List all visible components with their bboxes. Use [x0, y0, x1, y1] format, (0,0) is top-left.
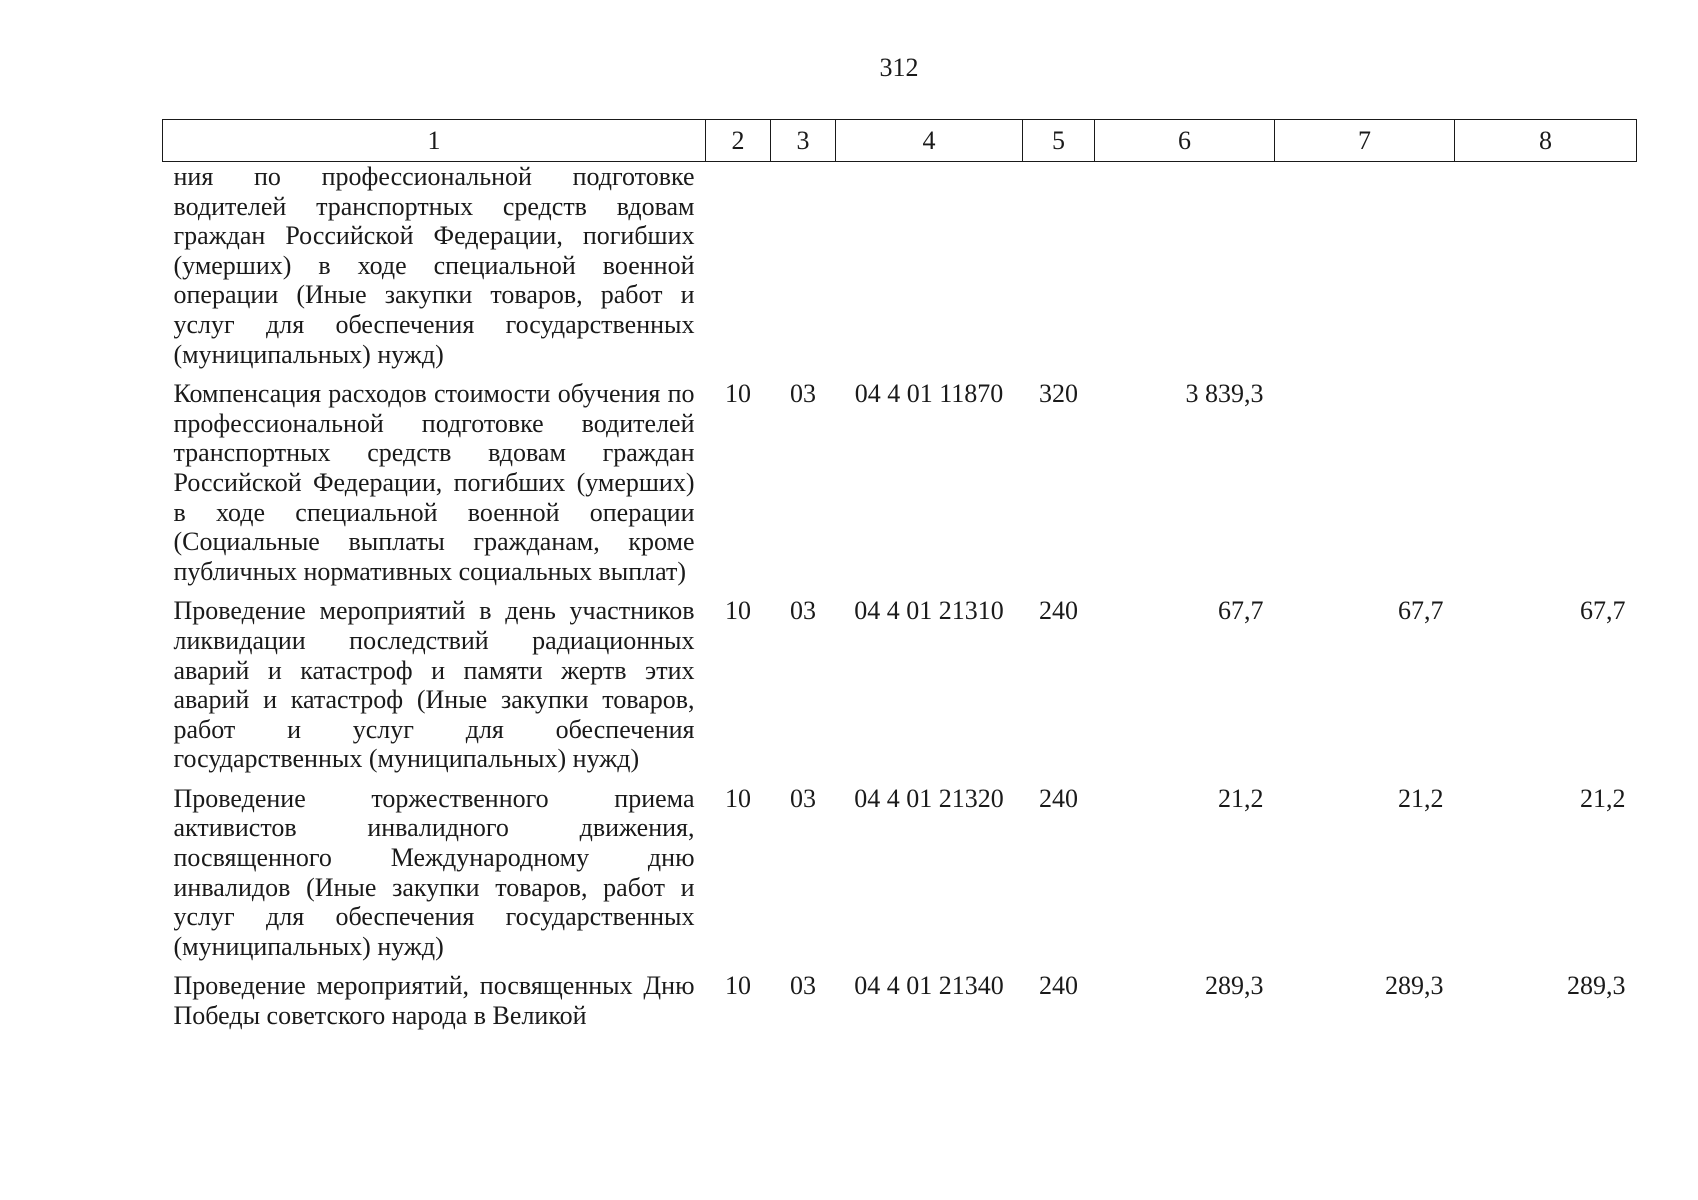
table-row [163, 961, 1637, 1030]
header-col-6: 6 [1095, 120, 1275, 162]
row-description: Проведение мероприятий, посвященных Дню Победы советского народа в Великой [173, 971, 695, 1031]
row-amount-1: 21,2 [1218, 783, 1264, 813]
row-amount-1: 3 839,3 [1185, 379, 1264, 409]
row-amount-3: 21,2 [1580, 783, 1626, 813]
row-section [706, 162, 771, 370]
header-col-2: 2 [706, 120, 771, 162]
row-expense-type: 240 [1039, 971, 1078, 1001]
row-amount-2 [1275, 162, 1455, 370]
table-header-row [163, 120, 1637, 162]
row-section: 10 [725, 971, 751, 1001]
row-description: ния по профессиональной подготовке водителей транспортных средств вдовам граждан Российской Федерации, погибших (умерших) в ходе специальной военной операции (Иные закупки товаров, работ и услуг для обеспечения государственных (муниципальных) нужд) [173, 162, 695, 369]
table-row [163, 162, 1637, 370]
row-description: Компенсация расходов стоимости обучения по профессиональной подготовке водителей транспортных средств вдовам граждан Российской Федерации, погибших (умерших) в ходе специальной военной операции (Социальные выплаты гражданам, кроме публичных нормативных социальных выплат) [173, 379, 695, 586]
row-amount-1: 289,3 [1205, 971, 1264, 1001]
row-amount-1 [1095, 162, 1275, 370]
header-col-5: 5 [1023, 120, 1095, 162]
row-amount-3 [1455, 162, 1637, 370]
row-amount-2: 21,2 [1398, 783, 1444, 813]
header-col-3: 3 [771, 120, 836, 162]
row-amount-3 [1455, 369, 1637, 586]
page-number: 312 [879, 53, 919, 82]
row-target-article [836, 162, 1023, 370]
row-subsection: 03 [790, 596, 816, 626]
table-row [163, 369, 1637, 586]
row-target-article: 04 4 01 21340 [854, 971, 1004, 1001]
row-description: Проведение торжественного приема активистов инвалидного движения, посвященного Международному дню инвалидов (Иные закупки товаров, работ и услуг для обеспечения государственных (муниципальных) нужд) [173, 783, 695, 961]
header-col-4: 4 [836, 120, 1023, 162]
row-amount-2 [1275, 369, 1455, 586]
row-amount-2: 289,3 [1385, 971, 1444, 1001]
row-amount-3: 67,7 [1580, 596, 1626, 626]
row-subsection: 03 [790, 379, 816, 409]
row-description: Проведение мероприятий в день участников ликвидации последствий радиационных аварий и катастроф и памяти жертв этих аварий и катастроф (Иные закупки товаров, работ и услуг для обеспечения государственных (муниципальных) нужд) [173, 596, 695, 774]
row-subsection [771, 162, 836, 370]
row-amount-2: 67,7 [1398, 596, 1444, 626]
row-amount-1: 67,7 [1218, 596, 1264, 626]
budget-table [162, 119, 1637, 1031]
row-section: 10 [725, 596, 751, 626]
row-subsection: 03 [790, 971, 816, 1001]
header-col-1: 1 [163, 120, 706, 162]
header-col-8: 8 [1455, 120, 1637, 162]
row-expense-type: 240 [1039, 783, 1078, 813]
row-expense-type [1023, 162, 1095, 370]
row-expense-type: 240 [1039, 596, 1078, 626]
row-target-article: 04 4 01 21310 [854, 596, 1004, 626]
header-col-7: 7 [1275, 120, 1455, 162]
row-target-article: 04 4 01 11870 [854, 379, 1004, 409]
row-expense-type: 320 [1039, 379, 1078, 409]
row-section: 10 [725, 379, 751, 409]
row-section: 10 [725, 783, 751, 813]
row-subsection: 03 [790, 783, 816, 813]
row-target-article: 04 4 01 21320 [854, 783, 1004, 813]
row-amount-3: 289,3 [1567, 971, 1626, 1001]
table-row [163, 774, 1637, 962]
table-row [163, 586, 1637, 774]
